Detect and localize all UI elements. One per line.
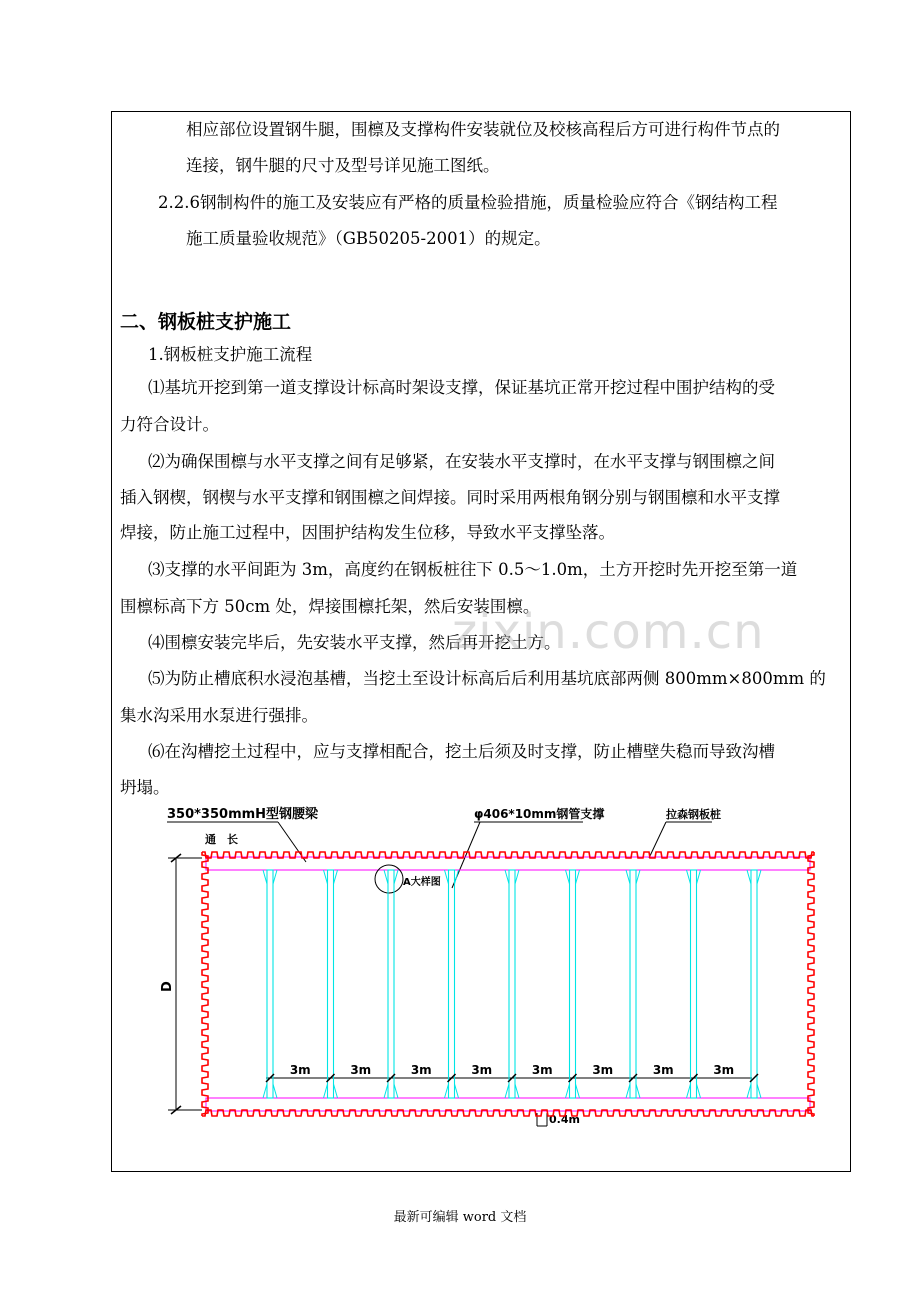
spacing-label: 3m bbox=[713, 1063, 735, 1077]
list-item-line: ⑷围檩安装完毕后，先安装水平支撑，然后再开挖土方。 bbox=[148, 633, 561, 652]
length-label: 通 长 bbox=[205, 833, 238, 846]
paragraph-line: 相应部位设置钢牛腿，围檩及支撑构件安装就位及校核高程后方可进行构件节点的 bbox=[186, 120, 780, 139]
spacing-label: 3m bbox=[471, 1063, 493, 1077]
list-item-line: 坍塌。 bbox=[120, 778, 170, 797]
spacing-label: 3m bbox=[592, 1063, 614, 1077]
list-item-line: 围檩标高下方 50cm 处，焊接围檩托架，然后安装围檩。 bbox=[120, 597, 540, 616]
pipe-label: φ406*10mm钢管支撑 bbox=[474, 807, 605, 821]
subheading: 1.钢板桩支护施工流程 bbox=[148, 345, 313, 364]
list-item-line: ⑶支撑的水平间距为 3m，高度约在钢板桩往下 0.5～1.0m，土方开挖时先开挖至第一道 bbox=[148, 560, 798, 579]
offset-label: 0.4m bbox=[549, 1113, 580, 1126]
watermark: zixin.com.cn bbox=[452, 604, 765, 660]
list-item-line: 插入钢楔，钢楔与水平支撑和钢围檩之间焊接。同时采用两根角钢分别与钢围檩和水平支撑 bbox=[120, 488, 780, 507]
list-item-line: 焊接，防止施工过程中，因围护结构发生位移，导致水平支撑坠落。 bbox=[120, 523, 615, 542]
spacing-label: 3m bbox=[289, 1063, 311, 1077]
spacing-label: 3m bbox=[410, 1063, 432, 1077]
list-item-line: ⑹在沟槽挖土过程中，应与支撑相配合，挖土后须及时支撑，防止槽壁失稳而导致沟槽 bbox=[148, 742, 775, 761]
detail-label: A大样图 bbox=[403, 877, 441, 888]
list-item-line: 力符合设计。 bbox=[120, 415, 219, 434]
page-footer: 最新可编辑 word 文档 bbox=[393, 1210, 527, 1225]
depth-label: D bbox=[160, 981, 175, 992]
section-heading: 二、钢板桩支护施工 bbox=[120, 311, 292, 333]
list-item-line: ⑸为防止槽底积水浸泡基槽，当挖土至设计标高后后利用基坑底部两侧 800mm×800mm 的 bbox=[148, 669, 826, 688]
list-item-line: ⑴基坑开挖到第一道支撑设计标高时架设支撑，保证基坑正常开挖过程中围护结构的受 bbox=[148, 378, 775, 397]
paragraph-line: 施工质量验收规范》（GB50205-2001）的规定。 bbox=[186, 229, 551, 248]
list-item-line: 集水沟采用水泵进行强排。 bbox=[120, 706, 318, 725]
waler-label: 350*350mmH型钢腰梁 bbox=[167, 807, 319, 822]
paragraph-line: 2.2.6钢制构件的施工及安装应有严格的质量检验措施，质量检验应符合《钢结构工程 bbox=[158, 193, 778, 212]
pile-label: 拉森钢板桩 bbox=[666, 808, 721, 821]
list-item-line: ⑵为确保围檩与水平支撑之间有足够紧，在安装水平支撑时，在水平支撑与钢围檩之间 bbox=[148, 452, 775, 471]
spacing-label: 3m bbox=[652, 1063, 674, 1077]
paragraph-line: 连接，钢牛腿的尺寸及型号详见施工图纸。 bbox=[186, 156, 500, 175]
spacing-label: 3m bbox=[350, 1063, 372, 1077]
spacing-label: 3m bbox=[531, 1063, 553, 1077]
